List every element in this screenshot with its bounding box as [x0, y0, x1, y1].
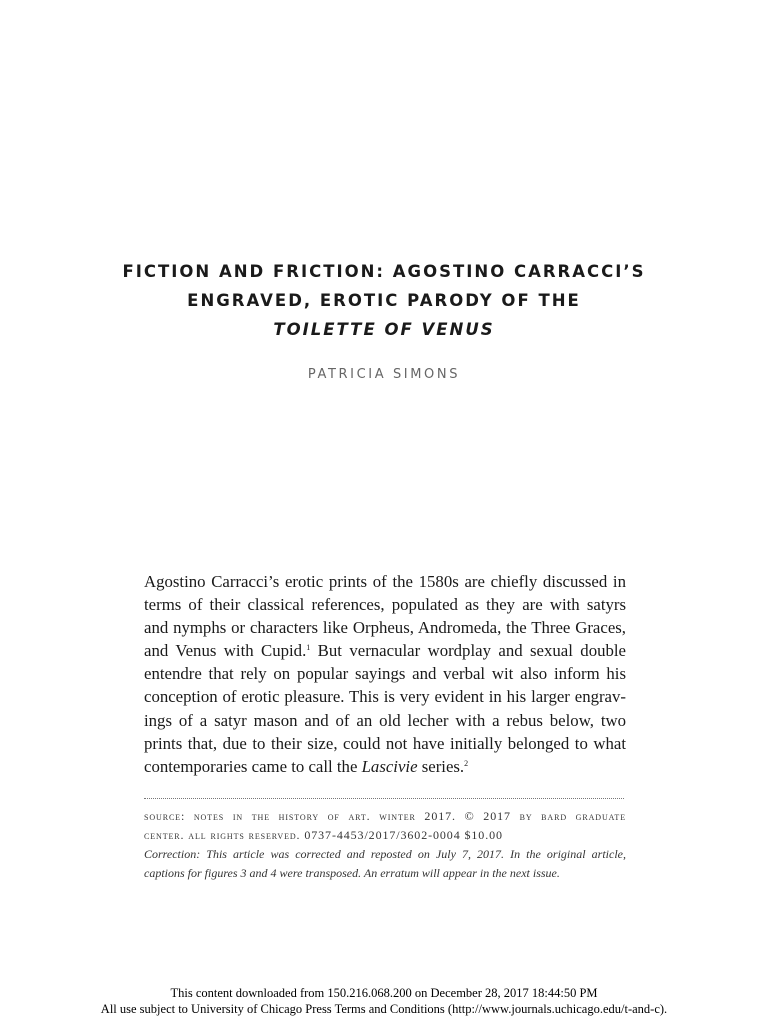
footnote-mark: 2 [464, 758, 469, 768]
abstract-line: ings of a satyr mason and of an old lecher with a rebus below, two [144, 710, 626, 730]
title-line: FICTION AND FRICTION: AGOSTINO CARRACCI’S [122, 262, 646, 281]
footer-line: This content downloaded from 150.216.068.200 on December 28, 2017 18:44:50 PM [170, 986, 598, 1000]
abstract-line [144, 639, 626, 662]
abstract-italic-text: Lascivie [361, 756, 418, 776]
article-author: PATRICIA SIMONS [307, 367, 461, 382]
abstract-line: terms of their classical references, populated as they are with satyrs [144, 595, 626, 615]
abstract-text: But vernacular wordplay and sexual double [310, 641, 626, 661]
download-footer [0, 985, 768, 1017]
title-line-italic: TOILETTE OF VENUS [273, 320, 495, 339]
abstract-line: conception of erotic pleasure. This is very evident in his larger engrav- [144, 687, 626, 707]
source-note [144, 807, 626, 883]
abstract-line: entendre that rely on popular sayings and verbal wit also inform his [144, 664, 626, 684]
correction-line: captions for figures 3 and 4 were transposed. An erratum will appear in the next issue. [144, 866, 560, 880]
abstract-text: and Venus with Cupid. [144, 641, 307, 661]
abstract-text: contemporaries came to call the [144, 756, 362, 776]
dotted-divider [144, 798, 624, 799]
abstract-text: series. [417, 756, 465, 776]
abstract-line [144, 755, 626, 778]
abstract-line: and nymphs or characters like Orpheus, Andromeda, the Three Graces, [144, 618, 626, 638]
article-title [0, 257, 768, 344]
abstract-paragraph [144, 570, 626, 778]
abstract-line: Agostino Carracci’s erotic prints of the 1580s are chiefly discussed in [144, 572, 626, 591]
footnote-mark: 1 [306, 643, 311, 653]
title-line: ENGRAVED, EROTIC PARODY OF THE [187, 291, 581, 310]
source-line: source: notes in the history of art. winter 2017. © 2017 by bard graduate [144, 809, 626, 823]
source-line: center. all rights reserved. 0737-4453/2017/3602-0004 $10.00 [144, 828, 503, 842]
footer-line: All use subject to University of Chicago Press Terms and Conditions (http://www.journals.uchicago.edu/t-and-c). [100, 1002, 668, 1016]
correction-line: Correction: This article was corrected and reposted on July 7, 2017. In the original article, [144, 847, 626, 861]
abstract-line: prints that, due to their size, could not have initially belonged to what [144, 733, 626, 753]
